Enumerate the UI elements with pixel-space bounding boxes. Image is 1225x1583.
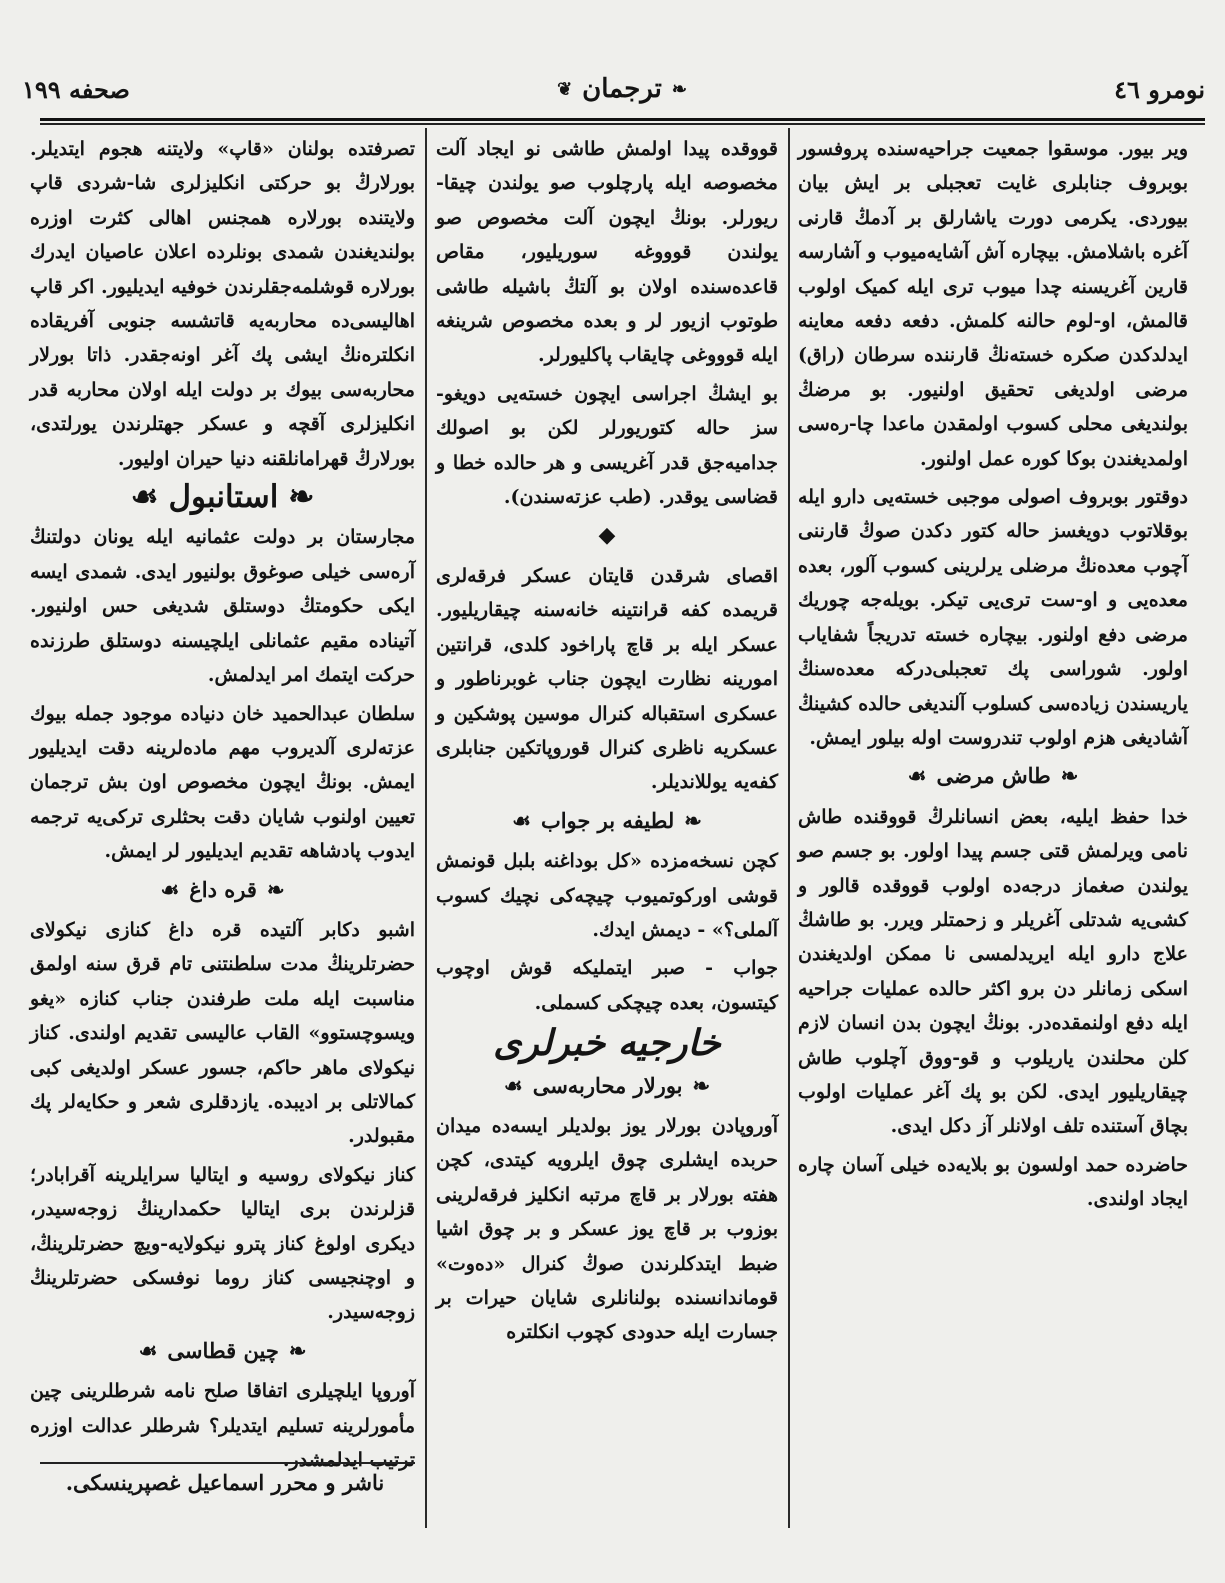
- column-separator: [425, 128, 427, 1528]
- ornament-icon: ❧: [288, 1337, 307, 1363]
- page-header: [22, 60, 1205, 118]
- header-rule: [40, 118, 1205, 121]
- article-heading: [30, 873, 415, 907]
- ornament-icon: ❧: [692, 1072, 711, 1098]
- ornament-icon: ☙: [130, 479, 159, 516]
- article-heading: [30, 1334, 415, 1368]
- right-column: [798, 132, 1188, 1527]
- paragraph: اقصای شرقدن قایتان عسکر فرقه‌لری قریمده کفه قرانتینه خانه‌سنه چیقاریلیور. عسکر ایله بر قاچ پاراخود کلدی، قرانتین امورینه نظارت ایچون جناب غوبرناطور و عسکری استقباله کنرال موسین پوشکین و عسکریه ناظری کنرال قوروپاتکین جنابلری کفه‌یه یوللاندیلر.: [436, 564, 778, 794]
- heading-text: استانبول: [168, 479, 279, 516]
- ornament-icon: ☙: [512, 807, 531, 833]
- ornament-icon: ☙: [907, 763, 927, 789]
- paragraph: بو ایشڭ اجراسی ایچون خسته‌یی دویغو-سز حاله کتوریورلر لکن بو اصولك جدامیه‌جق قدر آغریسی و هر حالده خطا و قضاسی یوقدر. (طب عزته‌سندن).: [436, 382, 778, 509]
- paragraph: کچن نسخه‌مزده «کل بوداغنه بلبل قونمش قوشی اورکوتمیوب چیچه‌کی نچیك کسوب آلملی؟» - دیمش ایدك.: [436, 850, 778, 941]
- header-rule-thin: [40, 123, 1205, 125]
- heading-text: چین قطاسی: [167, 1337, 279, 1363]
- page-number: صحفه ١٩٩: [22, 74, 130, 104]
- heading-text: قره داغ: [189, 876, 257, 902]
- paragraph: اشبو دکابر آلتیده قره داغ کنازی نیکولای حضرتلرینڭ مدت سلطنتنی تام قرق سنه اولمق مناسبت ایله ملت طرفندن جناب کنازه «یغو ویسوچستوو» القاب عالیسی تقدیم اولندی. کناز نیکولای ماهر حاکم، جسور عسکر اولدیغی کبی کمالاتلی بر ادیبده. یازدقلری شعر و حکایه‌لر پك مقبولدر.: [30, 918, 415, 1148]
- article-heading: [798, 759, 1188, 793]
- ornament-icon: ❧: [1060, 763, 1079, 789]
- ornament-icon: ❦: [557, 78, 573, 100]
- paragraph: آوروپادن بورلار یوز بولدیلر ایسه‌ده میدان حربده ایشلری چوق ایلرویه کیتدی، کچن هفته بورلار بر قاچ مرتبه انکلیز فرقه‌لرینی بوزوب بر قاچ یوز عسکر و بر چوق اشیا ضبط ایتدکلرندن صوڭ کنرال «ده‌وت» قوماندانسنده بولنانلری شایان حیرات بر جسارت ایله حدودی کچوب انکلتره: [436, 1114, 778, 1344]
- ornament-icon: ❧: [671, 78, 687, 100]
- paragraph: دوقتور بوبروف اصولی موجبی خسته‌یی دارو ایله بوقلاتوب دویغسز حاله کتور دکدن صوڭ قارننی آچوب معده‌نڭ مرضلی یرلرینی کسوب آلور، بعده معده‌یی و او-ست تری‌یی تیکر. بویله‌جه چوریك مرضی دفع اولنور. بیچاره خسته تدریجاً شفایاب اولور. شوراسی پك تعجبلی‌درکه معده‌سنڭ یاریسندن زیاده‌سی کسلوب آلندیغی حالده کشینڭ آشادیغی هزم اولوب تندروست اوله بیلور ایمش.: [798, 486, 1188, 749]
- paragraph: کناز نیکولای روسیه و ایتالیا سرایلرینه آقرابادر؛ قزلرندن بری ایتالیا حکمدارینڭ زوجه‌سیدر، دیکری اولوغ کناز پترو نیکولایه-ویچ حضرتلرینڭ، و اوچنجیسی کناز روما نوفسکی حضرتلرینڭ زوجه‌سیدر.: [30, 1163, 415, 1324]
- diamond-divider-icon: ◆: [598, 522, 616, 549]
- issue-number: نومرو ٤٦: [1114, 74, 1205, 104]
- paragraph: آوروپا ایلچیلری اتفاقا صلح نامه شرطلرینی چین مأمورلرینه تسلیم ایتدیلر؟ شرطلر عدالت اوزره ترتیب ایدلمشدر.: [30, 1380, 415, 1472]
- paragraph: مجارستان بر دولت عثمانیه ایله یونان دولتنڭ آره‌سی خیلی صوغوق بولنیور ایدی. شمدی ایسه ایکی حکومتڭ دوستلق شدیغی حس اولنیور. آتیناده مقیم عثمانلی ایلچیسنه دوستلق طرزنده حرکت ایتمك امر ایدلمش.: [30, 526, 415, 687]
- article-heading: [30, 480, 415, 514]
- paragraph: قووقده پیدا اولمش طاشی نو ایجاد آلت مخصوصه ایله پارچلوب صو یولندن چیقا-ریورلر. بونڭ ایچون آلت مخصوص صو یولندن قوووغه سوریلیور، مقاص قاعده‌سنده اولان بو آلتڭ باشیله طاشی طوتوب ازیور لر و بعده مخصوص شرینغه ایله قوووغی چایقاب پاکلیورلر.: [436, 138, 778, 367]
- masthead-title: ترجمان: [582, 74, 662, 104]
- ornament-icon: ☙: [160, 876, 180, 902]
- ornament-icon: ☙: [138, 1337, 158, 1363]
- article-heading: [436, 1069, 778, 1103]
- article-heading: [436, 804, 778, 838]
- heading-text: طاش مرضی: [936, 763, 1051, 789]
- column-separator: [788, 128, 790, 1528]
- footer-rule: [40, 1462, 415, 1464]
- paragraph: خدا حفظ ایلیه، بعض انسانلرڭ قووقندە طاش نامی ویرلمش قتی جسم پیدا اولور. بو جسم صو یولندن صغماز درجه‌ده اولوب قووقده قالور و کشی‌یه شدتلی آغریلر و زحمتلر ویرر. بو طاشڭ علاج دارو ایله ایریدلمسی نا ممکن اولدیغندن اسکی زمانلر دن برو اکثر حالده عملیات جراحیه ایله دفع اولنمقده‌در. بونڭ ایچون بدن انسان لازم کلن محلندن یاریلوب و قو-ووق آچلوب طاش چیقاریلیور ایدی. لکن بو پك آغر عملیات اولوب بچاق آستنده تلف اولانلر آز دکل ایدی.: [798, 805, 1188, 1138]
- ornament-icon: ❧: [266, 876, 285, 902]
- masthead: [541, 72, 703, 106]
- paragraph: ویر بیور. موسقوا جمعیت جراحیه‌سنده پروفسور بوبروف جنابلری غایت تعجبلی بر ایش بیان بیوردی. یکرمی دورت یاشارلق بر آدمڭ قارنی آغره باشلامش. بیچاره آش آشایه‌میوب و آشارسه قارین آغریسنه چدا میوب تری ایله کمیک اولوب قالمش، او-لوم حالنه کلمش. دفعه دفعه معاینه ایدلدکدن صکره خسته‌نڭ قارننده سرطان (راق) مرضی اولدیغی تحقیق اولنیور. بو مرضڭ بولندیغی محلی کسوب اولمقدن ماعدا چا-ره‌سی اولمدیغندن بوکا کوره عمل اولنور.: [798, 138, 1188, 470]
- ornament-icon: ☙: [503, 1072, 523, 1098]
- paragraph: حاضرده حمد اولسون بو بلایه‌ده خیلی آسان چاره ایجاد اولندی.: [798, 1153, 1188, 1211]
- ornament-icon: ❧: [288, 479, 315, 516]
- left-column: [30, 132, 415, 1472]
- middle-column: [436, 132, 778, 1527]
- paragraph: جواب - صبر ایتملیکه قوش اوچوب کیتسون، بعده چیچکی کسملی.: [436, 957, 778, 1014]
- publisher-footer: ناشر و محرر اسماعیل غصپرینسکی.: [65, 1470, 385, 1495]
- heading-text: بورلار محاربه‌سی: [532, 1072, 683, 1098]
- ornament-icon: ❧: [684, 807, 702, 833]
- section-title: خارجیه خبرلری: [493, 1022, 721, 1065]
- heading-text: لطیفه بر جواب: [540, 807, 675, 833]
- paragraph: سلطان عبدالحمید خان دنیاده موجود جمله بیوك عزته‌لری آلدیروب مهم ماده‌لرینه دقت ایدیلیور ایمش. بونڭ ایچون مخصوص اون بش ترجمان تعیین اولنوب شایان دقت بحثلری ترکی‌یه ترجمه ایدوب پادشاهه تقدیم ایدیلیور لر ایمش.: [30, 702, 415, 863]
- paragraph: تصرفتده بولنان «قاپ» ولایتنه هجوم ایتدیلر. بورلارڭ بو حرکتی انکلیزلری شا-شردی قاپ ولایتنده بورلاره همجنس اهالی کثرت اوزره بولندیغندن شمدی بونلرده اعلان عاصیان ایدرك بورلاره قوشلمه‌جقلرندن خوفیه ایدیلیور. اکر قاپ اهالیسی‌ده محاربه‌یه قاتشسه جنوبی آفریقاده انکلتره‌نڭ ایشی پك آغر اونه‌جقدر. ذاتا بورلار محاربه‌سی بیوك بر دولت ایله اولان محاربه قدر انکلیزلری آقچه و عسکر جهتلرندن یورلتدی، بورلارڭ قهرامانلقنه دنیا حیران اولیور.: [30, 138, 415, 470]
